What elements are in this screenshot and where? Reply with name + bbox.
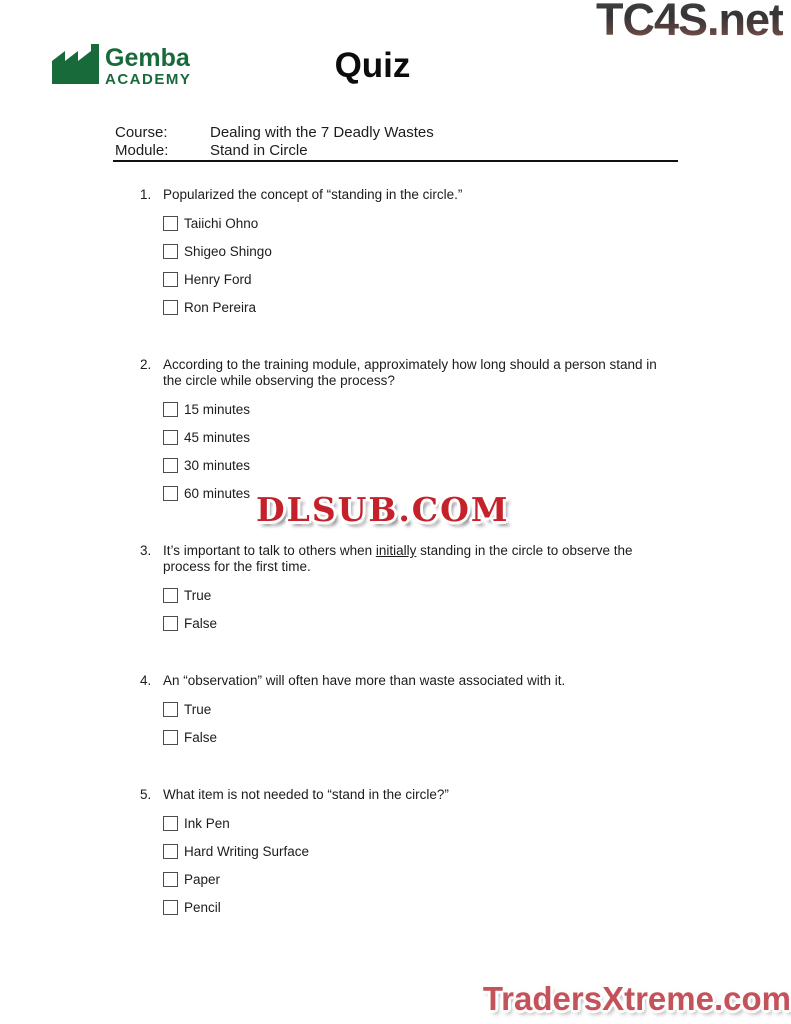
module-label: Module:: [115, 142, 169, 159]
answer-checkbox[interactable]: [163, 402, 178, 417]
watermark-tradersxtreme: TradersXtreme.com: [482, 980, 791, 1017]
answer-checkbox[interactable]: [163, 486, 178, 501]
option-label: Ron Pereira: [184, 299, 257, 315]
option-label: 30 minutes: [184, 457, 251, 473]
question-text-after: standing in the circle to observe the process for the first time.: [163, 543, 633, 574]
question-text: According to the training module, approximately how long should a person stand in the circle while observing the process?: [163, 357, 657, 388]
answer-checkbox[interactable]: [163, 872, 178, 887]
question-3: [140, 543, 675, 631]
module-value: Stand in Circle: [210, 142, 308, 159]
question-text-before: It’s important to talk to others when: [163, 543, 376, 558]
option-row[interactable]: [163, 243, 675, 259]
question-3-options: [163, 587, 675, 631]
question-3-head: [140, 543, 675, 575]
option-row[interactable]: [163, 299, 675, 315]
question-list: [140, 187, 675, 957]
question-text: What item is not needed to “stand in the circle?”: [163, 787, 449, 802]
question-text: Popularized the concept of “standing in the circle.”: [163, 187, 463, 202]
question-5-head: [140, 787, 675, 803]
option-row[interactable]: [163, 843, 675, 859]
option-row[interactable]: [163, 401, 675, 417]
answer-checkbox[interactable]: [163, 244, 178, 259]
answer-checkbox[interactable]: [163, 844, 178, 859]
option-label: Ink Pen: [184, 815, 230, 831]
course-value: Dealing with the 7 Deadly Wastes: [210, 124, 434, 141]
answer-checkbox[interactable]: [163, 430, 178, 445]
header-divider: [113, 160, 678, 162]
answer-checkbox[interactable]: [163, 588, 178, 603]
answer-checkbox[interactable]: [163, 272, 178, 287]
logo-academy-text: ACADEMY: [105, 71, 192, 88]
question-text-underlined: initially: [375, 543, 417, 558]
option-row[interactable]: [163, 485, 675, 501]
answer-checkbox[interactable]: [163, 216, 178, 231]
course-row: [115, 124, 434, 142]
question-1-options: [163, 215, 675, 315]
answer-checkbox[interactable]: [163, 300, 178, 315]
option-label: True: [184, 701, 212, 717]
answer-checkbox[interactable]: [163, 816, 178, 831]
module-row: [115, 142, 434, 160]
watermark-dlsub: DLSUB.COM: [256, 490, 510, 529]
option-label: False: [184, 729, 218, 745]
option-row[interactable]: [163, 215, 675, 231]
question-4-options: [163, 701, 675, 745]
question-1: [140, 187, 675, 315]
option-label: 60 minutes: [184, 485, 251, 501]
question-number: 3.: [140, 543, 152, 558]
option-label: Taiichi Ohno: [184, 215, 259, 231]
option-label: Henry Ford: [184, 271, 252, 287]
question-number: 4.: [140, 673, 152, 688]
question-5-options: [163, 815, 675, 915]
answer-checkbox[interactable]: [163, 900, 178, 915]
option-label: 15 minutes: [184, 401, 251, 417]
option-label: Pencil: [184, 899, 221, 915]
question-number: 5.: [140, 787, 152, 802]
question-4: [140, 673, 675, 745]
question-1-head: [140, 187, 675, 203]
course-label: Course:: [115, 124, 168, 141]
question-text: [163, 543, 675, 575]
option-row[interactable]: [163, 871, 675, 887]
answer-checkbox[interactable]: [163, 616, 178, 631]
option-row[interactable]: [163, 899, 675, 915]
option-row[interactable]: [163, 429, 675, 445]
question-number: 2.: [140, 357, 152, 372]
question-2: [140, 357, 675, 501]
watermark-tc4s: TC4S.net: [596, 0, 783, 46]
question-5: [140, 787, 675, 915]
option-row[interactable]: [163, 587, 675, 603]
question-text: An “observation” will often have more than waste associated with it.: [163, 673, 566, 688]
question-2-options: [163, 401, 675, 501]
answer-checkbox[interactable]: [163, 730, 178, 745]
option-label: False: [184, 615, 218, 631]
question-4-head: [140, 673, 675, 689]
question-2-head: [140, 357, 675, 389]
option-row[interactable]: [163, 701, 675, 717]
option-label: Hard Writing Surface: [184, 843, 310, 859]
option-label: Shigeo Shingo: [184, 243, 272, 259]
option-row[interactable]: [163, 615, 675, 631]
option-label: Paper: [184, 871, 221, 887]
option-label: 45 minutes: [184, 429, 251, 445]
option-row[interactable]: [163, 457, 675, 473]
option-row[interactable]: [163, 815, 675, 831]
option-label: True: [184, 587, 212, 603]
course-module-block: [115, 124, 434, 160]
question-number: 1.: [140, 187, 152, 202]
answer-checkbox[interactable]: [163, 702, 178, 717]
option-row[interactable]: [163, 271, 675, 287]
page-title: Quiz: [334, 46, 411, 85]
option-row[interactable]: [163, 729, 675, 745]
logo-gemba-text: Gemba: [105, 44, 190, 72]
answer-checkbox[interactable]: [163, 458, 178, 473]
